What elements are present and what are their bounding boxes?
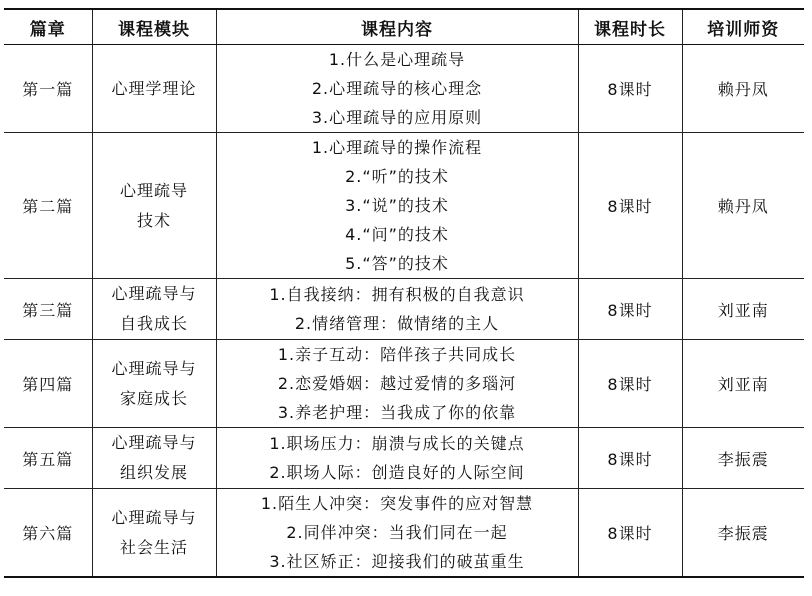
table-row <box>4 489 804 578</box>
module-line: 心理学理论 <box>111 78 197 98</box>
trainer-cell <box>682 340 804 428</box>
trainer-name: 李振震 <box>717 449 769 469</box>
content-line: 5.“答”的技术 <box>345 254 449 273</box>
header-chapter: 篇章 <box>4 9 92 45</box>
chapter-cell <box>4 133 92 279</box>
module-line: 家庭成长 <box>119 388 188 408</box>
module-line: 心理疏导与 <box>111 433 197 452</box>
chapter-cell <box>4 489 92 578</box>
header-duration: 课程时长 <box>578 9 682 45</box>
duration-cell <box>578 428 682 489</box>
trainer-name: 赖丹凤 <box>717 197 769 216</box>
chapter-label: 第一篇 <box>22 80 74 99</box>
trainer-name: 刘亚南 <box>717 375 769 394</box>
content-line: 1.自我接纳：拥有积极的自我意识 <box>269 285 525 304</box>
content-line: 3.社区矫正：迎接我们的破茧重生 <box>269 552 525 571</box>
content-line: 1.心理疏导的操作流程 <box>311 138 483 157</box>
chapter-cell <box>4 340 92 428</box>
chapter-cell <box>4 279 92 340</box>
header-module: 课程模块 <box>92 9 216 45</box>
content-line: 3.“说”的技术 <box>345 196 449 215</box>
header-content: 课程内容 <box>216 9 578 45</box>
duration-value: 8课时 <box>607 449 653 469</box>
chapter-cell <box>4 428 92 489</box>
table-row <box>4 428 804 489</box>
module-cell <box>92 340 216 428</box>
duration-cell <box>578 489 682 578</box>
content-line: 2.同伴冲突：当我们同在一起 <box>286 523 508 542</box>
module-line: 社会生活 <box>119 537 188 557</box>
table-row <box>4 45 804 133</box>
content-line: 1.什么是心理疏导 <box>328 50 466 69</box>
trainer-cell <box>682 133 804 279</box>
table-body <box>4 45 804 578</box>
trainer-name: 李振震 <box>717 524 769 543</box>
module-line: 技术 <box>136 210 171 230</box>
duration-cell <box>578 279 682 340</box>
content-cell <box>216 340 578 428</box>
chapter-label: 第四篇 <box>22 375 74 394</box>
duration-value: 8课时 <box>607 375 653 394</box>
content-cell <box>216 428 578 489</box>
table-row <box>4 340 804 428</box>
module-cell <box>92 279 216 340</box>
duration-value: 8课时 <box>607 197 653 216</box>
chapter-label: 第三篇 <box>22 300 74 320</box>
content-line: 2.“听”的技术 <box>345 167 449 186</box>
module-cell <box>92 428 216 489</box>
trainer-name: 刘亚南 <box>717 300 769 320</box>
trainer-cell <box>682 428 804 489</box>
chapter-cell <box>4 45 92 133</box>
module-line: 组织发展 <box>119 463 188 482</box>
duration-value: 8课时 <box>607 300 653 320</box>
trainer-cell <box>682 489 804 578</box>
content-line: 1.陌生人冲突：突发事件的应对智慧 <box>260 494 534 513</box>
content-line: 3.养老护理：当我成了你的依靠 <box>277 403 517 422</box>
module-line: 心理疏导与 <box>111 284 197 303</box>
module-cell <box>92 489 216 578</box>
content-line: 4.“问”的技术 <box>345 225 449 244</box>
trainer-cell <box>682 279 804 340</box>
duration-value: 8课时 <box>607 80 653 99</box>
duration-value: 8课时 <box>607 524 653 543</box>
content-cell <box>216 489 578 578</box>
module-cell <box>92 45 216 133</box>
module-line: 心理疏导与 <box>111 507 197 527</box>
course-schedule-table <box>4 8 804 578</box>
content-line: 1.亲子互动：陪伴孩子共同成长 <box>277 345 517 364</box>
content-line: 3.心理疏导的应用原则 <box>311 108 483 127</box>
content-line: 1.职场压力：崩溃与成长的关键点 <box>269 434 525 453</box>
trainer-name: 赖丹凤 <box>717 80 769 99</box>
header-trainer: 培训师资 <box>682 9 804 45</box>
table-row <box>4 279 804 340</box>
content-line: 2.心理疏导的核心理念 <box>311 79 483 98</box>
content-cell <box>216 45 578 133</box>
module-line: 心理疏导 <box>119 180 188 200</box>
content-line: 2.恋爱婚姻：越过爱情的多瑙河 <box>277 374 517 393</box>
content-cell <box>216 279 578 340</box>
duration-cell <box>578 133 682 279</box>
chapter-label: 第五篇 <box>22 449 74 469</box>
table-header <box>4 9 804 45</box>
chapter-label: 第二篇 <box>22 197 74 216</box>
content-cell <box>216 133 578 279</box>
module-line: 自我成长 <box>119 314 188 333</box>
duration-cell <box>578 45 682 133</box>
trainer-cell <box>682 45 804 133</box>
module-line: 心理疏导与 <box>111 358 197 378</box>
table-row <box>4 133 804 279</box>
module-cell <box>92 133 216 279</box>
content-line: 2.职场人际：创造良好的人际空间 <box>269 463 525 482</box>
chapter-label: 第六篇 <box>22 524 74 543</box>
header-row <box>4 9 804 45</box>
duration-cell <box>578 340 682 428</box>
content-line: 2.情绪管理：做情绪的主人 <box>294 314 500 333</box>
